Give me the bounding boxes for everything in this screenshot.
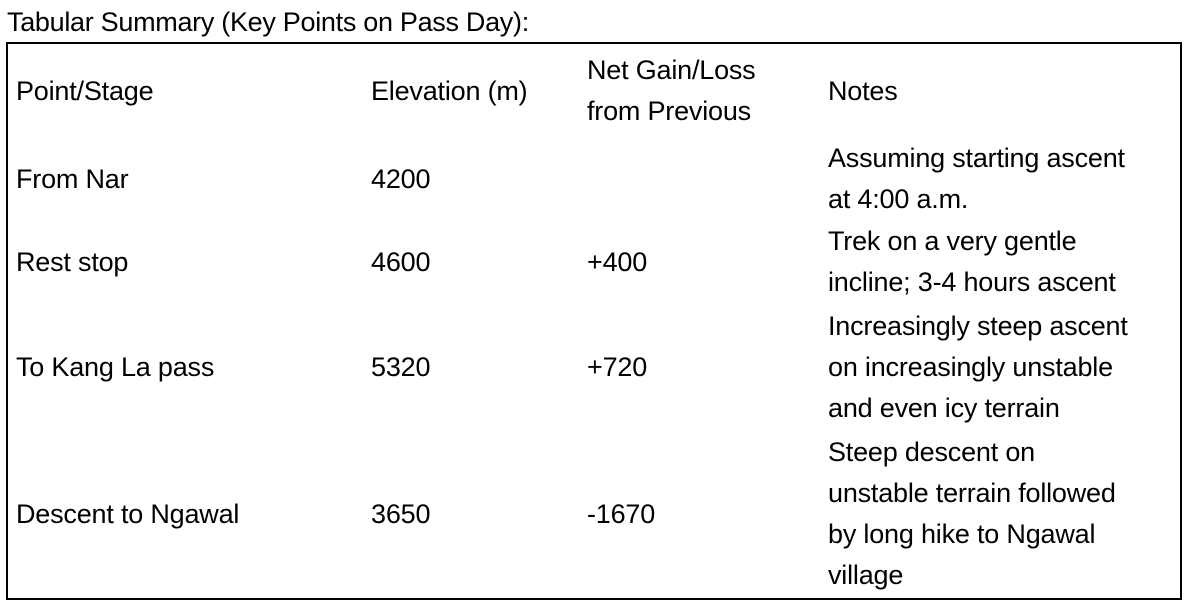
table-row	[8, 430, 1180, 598]
header-point: Point/Stage	[16, 75, 154, 106]
cell-elevation: 3650	[371, 498, 431, 529]
cell-point: Descent to Ngawal	[16, 498, 240, 529]
table-row	[8, 304, 1180, 430]
summary-table-grid	[8, 44, 1180, 598]
notes-line: Trek on a very gentle	[828, 226, 1077, 256]
notes-line: Steep descent on	[828, 437, 1035, 467]
cell-notes	[820, 220, 1180, 304]
cell-notes	[820, 304, 1180, 430]
cell-gain	[579, 138, 820, 220]
notes-line: Increasingly steep ascent	[828, 310, 1128, 341]
cell-point: Rest stop	[16, 246, 129, 277]
notes-line: Assuming starting ascent	[828, 143, 1125, 173]
table-row	[8, 220, 1180, 304]
cell-gain: +720	[587, 351, 648, 382]
cell-elevation: 5320	[371, 351, 431, 382]
cell-point: To Kang La pass	[16, 351, 215, 382]
notes-line: and even icy terrain	[828, 392, 1060, 423]
notes-line: village	[828, 560, 904, 590]
summary-table	[6, 42, 1182, 600]
table-header-row	[8, 44, 1180, 138]
table-row	[8, 138, 1180, 220]
header-gain-line-1: Net Gain/Loss	[587, 55, 756, 85]
cell-notes	[820, 430, 1180, 598]
cell-elevation: 4600	[371, 246, 431, 277]
notes-line: on increasingly unstable	[828, 351, 1113, 382]
cell-point: From Nar	[16, 163, 129, 194]
notes-line: incline; 3-4 hours ascent	[828, 267, 1116, 297]
header-notes: Notes	[828, 75, 898, 106]
table-caption: Tabular Summary (Key Points on Pass Day):	[7, 7, 529, 37]
header-elevation: Elevation (m)	[371, 75, 528, 106]
cell-gain: +400	[587, 246, 648, 277]
cell-notes	[820, 138, 1180, 220]
header-gain	[579, 44, 820, 138]
cell-elevation: 4200	[371, 163, 431, 194]
notes-line: unstable terrain followed	[828, 478, 1116, 508]
notes-line: by long hike to Ngawal	[828, 519, 1096, 549]
notes-line: at 4:00 a.m.	[828, 184, 969, 214]
cell-gain: -1670	[587, 498, 656, 529]
header-gain-line-2: from Previous	[587, 96, 751, 126]
